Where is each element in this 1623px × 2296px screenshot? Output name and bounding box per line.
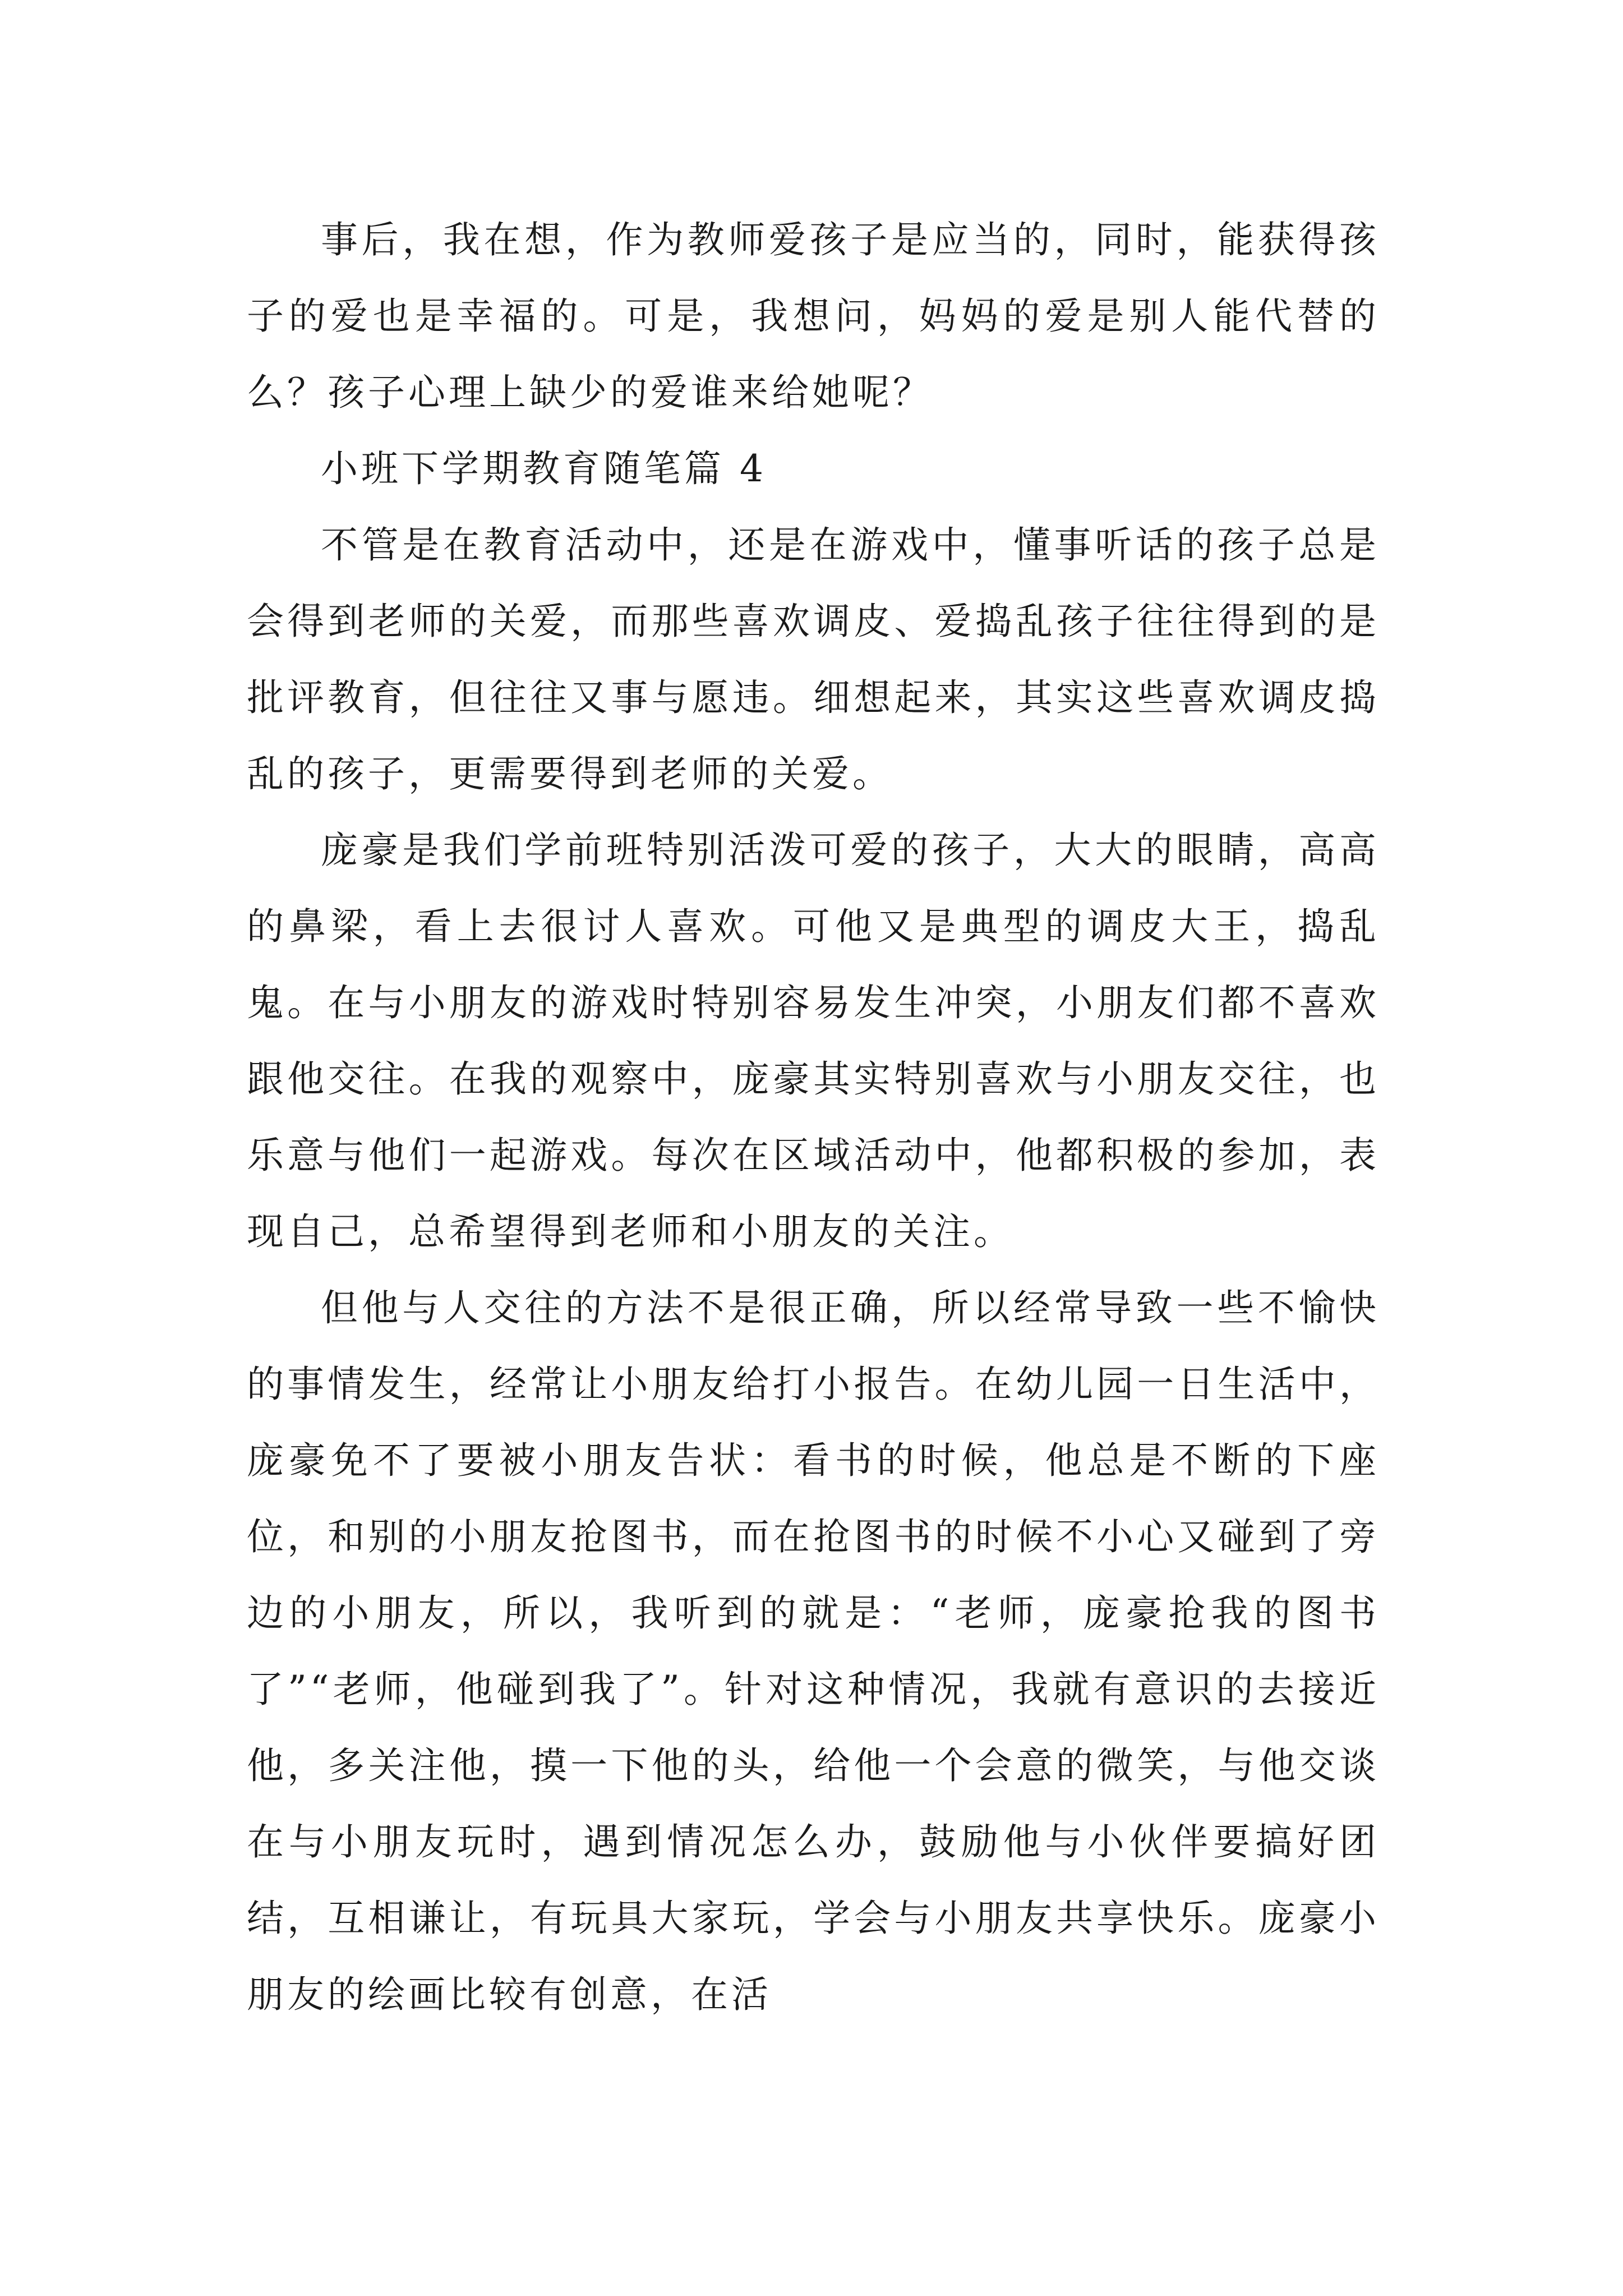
- document-body: [247, 202, 1380, 2033]
- paragraph: 但他与人交往的方法不是很正确，所以经常导致一些不愉快的事情发生，经常让小朋友给打小报告。在幼儿园一日生活中，庞豪免不了要被小朋友告状：看书的时候，他总是不断的下座位，和别的小朋友抢图书，而在抢图书的时候不小心又碰到了旁边的小朋友，所以，我听到的就是：“老师，庞豪抢我的图书了”“老师，他碰到我了”。针对这种情况，我就有意识的去接近他，多关注他，摸一下他的头，给他一个会意的微笑，与他交谈在与小朋友玩时，遇到情况怎么办，鼓励他与小伙伴要搞好团结，互相谦让，有玩具大家玩，学会与小朋友共享快乐。庞豪小朋友的绘画比较有创意，在活: [247, 1286, 1380, 2016]
- paragraph: 事后，我在想，作为教师爱孩子是应当的，同时，能获得孩子的爱也是幸福的。可是，我想问，妈妈的爱是别人能代替的么？孩子心理上缺少的爱谁来给她呢？: [247, 218, 1380, 414]
- section-heading: 小班下学期教育随笔篇 4: [321, 447, 767, 490]
- paragraph: 庞豪是我们学前班特别活泼可爱的孩子，大大的眼睛，高高的鼻梁，看上去很讨人喜欢。可他又是典型的调皮大王，捣乱鬼。在与小朋友的游戏时特别容易发生冲突，小朋友们都不喜欢跟他交往。在我的观察中，庞豪其实特别喜欢与小朋友交往，也乐意与他们一起游戏。每次在区域活动中，他都积极的参加，表现自己，总希望得到老师和小朋友的关注。: [247, 829, 1380, 1253]
- paragraph: 不管是在教育活动中，还是在游戏中，懂事听话的孩子总是会得到老师的关爱，而那些喜欢调皮、爱捣乱孩子往往得到的是批评教育，但往往又事与愿违。细想起来，其实这些喜欢调皮捣乱的孩子，更需要得到老师的关爱。: [247, 523, 1380, 795]
